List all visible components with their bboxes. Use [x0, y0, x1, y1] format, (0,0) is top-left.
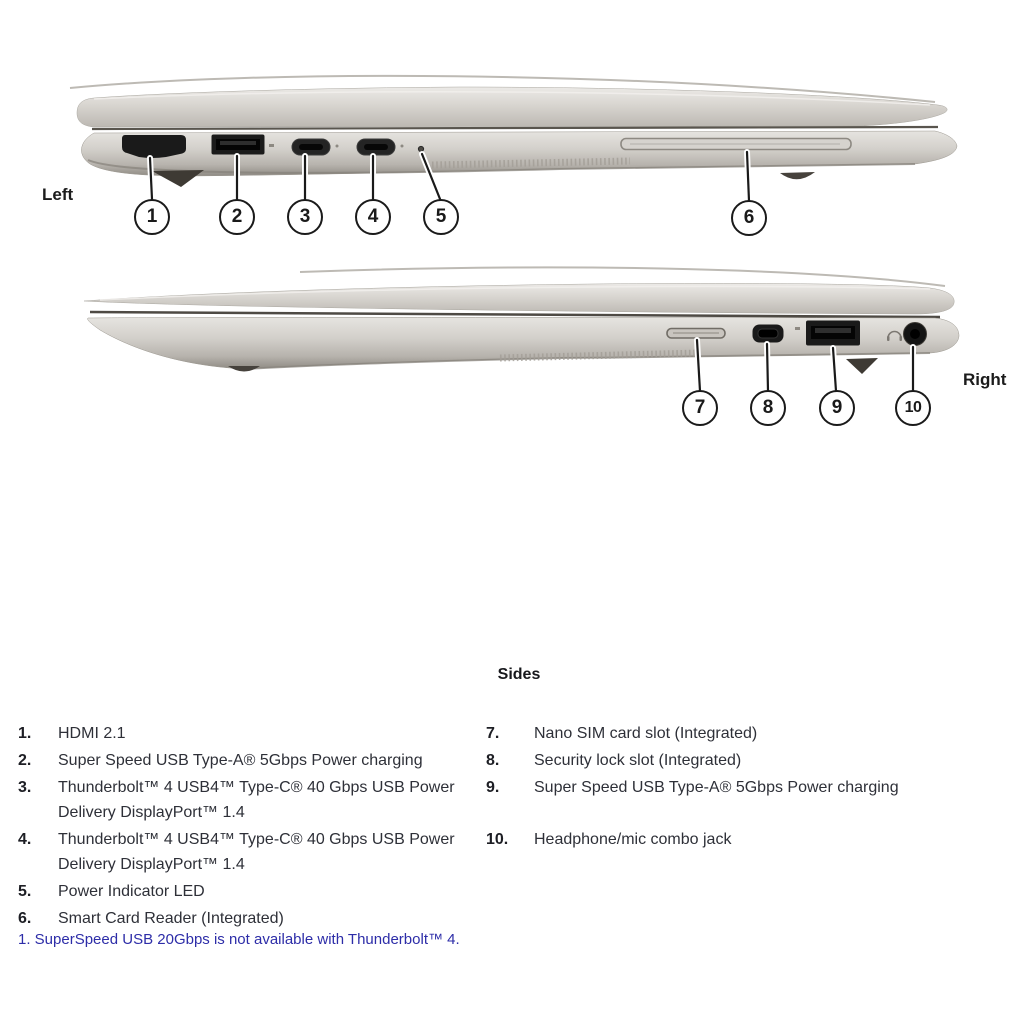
callout-1: 1	[134, 199, 170, 235]
side-label-left: Left	[42, 185, 74, 204]
rubber-foot	[780, 172, 815, 179]
thunderbolt-icon	[401, 145, 404, 148]
legend-number: 4.	[18, 831, 32, 848]
usb-speed-icon	[269, 144, 274, 147]
callout-6: 6	[731, 200, 767, 236]
legend-number: 2.	[18, 752, 32, 769]
legend-item-smart-card: Smart Card Reader (Integrated)	[58, 910, 284, 927]
callout-2: 2	[219, 199, 255, 235]
headphone-jack	[904, 323, 927, 346]
usb-a-port-right	[806, 321, 860, 346]
legend-item-thunderbolt-1: Thunderbolt™ 4 USB4™ Type-C® 40 Gbps USB Power Delivery DisplayPort™ 1.4	[58, 779, 455, 821]
smart-card-slot	[621, 139, 851, 150]
legend-number: 9.	[486, 779, 500, 796]
callout-8: 8	[750, 390, 786, 426]
legend-number: 1.	[18, 725, 32, 742]
callout-7: 7	[682, 390, 718, 426]
callout-9: 9	[819, 390, 855, 426]
legend-item-security-lock: Security lock slot (Integrated)	[534, 752, 742, 769]
port-legend	[18, 721, 1006, 931]
lid-body-seam	[92, 127, 938, 129]
usb-speed-icon	[795, 327, 800, 330]
laptop-lid	[77, 87, 947, 127]
legend-item-headphone-jack: Headphone/mic combo jack	[534, 831, 732, 848]
callout-5: 5	[423, 199, 459, 235]
side-label-right: Right	[963, 370, 1007, 389]
rubber-foot	[846, 358, 878, 374]
usb-c-port-2	[357, 139, 395, 155]
legend-number: 3.	[18, 779, 32, 796]
legend-item-usb-a-left: Super Speed USB Type-A® 5Gbps Power charging	[58, 752, 423, 769]
legend-number: 6.	[18, 910, 32, 927]
legend-item-hdmi: HDMI 2.1	[58, 725, 126, 742]
rubber-foot	[152, 170, 204, 187]
page-title: Sides	[497, 666, 541, 683]
lid-back-edge	[300, 267, 945, 286]
legend-number: 5.	[18, 883, 32, 900]
legend-number: 10.	[486, 831, 509, 848]
legend-item-thunderbolt-2: Thunderbolt™ 4 USB4™ Type-C® 40 Gbps USB Power Delivery DisplayPort™ 1.4	[58, 831, 455, 873]
legend-item-usb-a-right: Super Speed USB Type-A® 5Gbps Power charging	[534, 779, 899, 796]
thunderbolt-icon	[336, 145, 339, 148]
legend-item-nano-sim: Nano SIM card slot (Integrated)	[534, 725, 758, 742]
callout-3: 3	[287, 199, 323, 235]
nano-sim-slot	[667, 329, 725, 339]
legend-item-power-led: Power Indicator LED	[58, 883, 205, 900]
callout-10: 10	[895, 390, 931, 426]
rubber-foot	[228, 366, 260, 372]
footnote: 1. SuperSpeed USB 20Gbps is not available with Thunderbolt™ 4.	[18, 931, 460, 948]
legend-number: 7.	[486, 725, 500, 742]
legend-number: 8.	[486, 752, 500, 769]
callout-4: 4	[355, 199, 391, 235]
usb-c-port-1	[292, 139, 330, 155]
right-side-laptop-illustration	[0, 262, 1024, 432]
security-lock-slot	[753, 325, 784, 343]
power-led	[418, 146, 423, 151]
usb-a-port-left	[212, 135, 265, 155]
